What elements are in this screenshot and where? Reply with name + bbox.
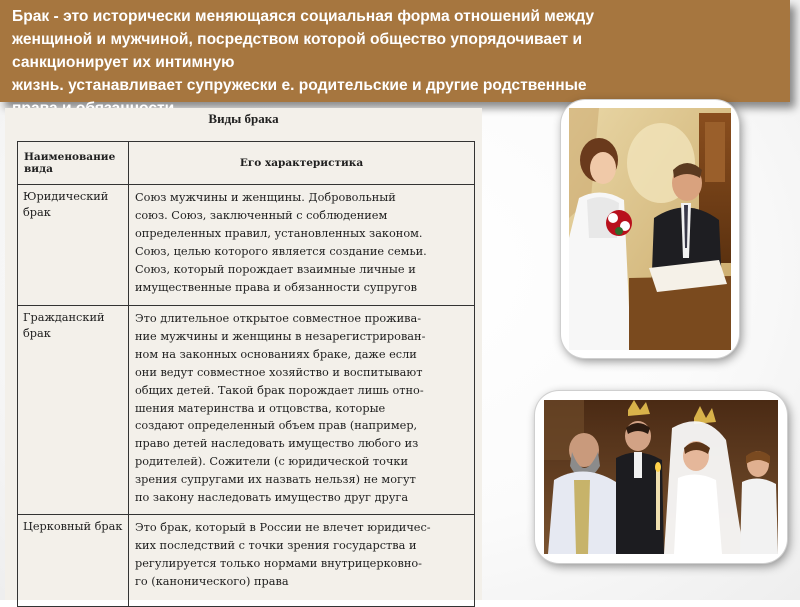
table-row (18, 185, 475, 306)
civil-wedding-photo (561, 100, 739, 358)
row-name-legal: Юридический брак (18, 185, 129, 306)
desc-line: имущественные права и обязанности супругов (135, 280, 418, 294)
definition-text: Брак - это исторически меняющаяся социальная форма отношений между женщиной и мужчиной, посредством которой общество упорядочивает и санкционирует их интимную жизнь. устанавливает супружески е. родительские и другие родственные (12, 8, 595, 94)
desc-line: ких последствий с точки зрения государства и (135, 538, 417, 552)
row-desc-legal (129, 185, 475, 306)
desc-line: общих детей. Такой брак порождает лишь отно- (135, 383, 424, 397)
desc-line: право детей наследовать имущество любого из (135, 437, 419, 451)
row-desc-civil (129, 306, 475, 515)
desc-line: Это длительное открытое совместное прожива- (135, 312, 422, 325)
row-name-church: Церковный брак (18, 515, 129, 607)
desc-line: Союз мужчины и женщины. Добровольный (135, 191, 396, 204)
desc-line: родителей). Сожители (с юридической точки (135, 455, 409, 469)
desc-line: шения материнства и отцовства, которые (135, 401, 386, 415)
table-header-row (18, 142, 475, 185)
desc-line: го (канонического) права (135, 574, 289, 588)
row-desc-church (129, 515, 475, 607)
marriage-types-table (17, 141, 475, 607)
desc-line: определенных правил, установленных законом. (135, 226, 423, 240)
row-name-civil: Гражданский брак (18, 306, 129, 515)
table-title: Виды брака (208, 111, 279, 126)
desc-line: союз. Союз, заключенный с соблюдением (135, 208, 388, 222)
desc-line: Это брак, который в России не влечет юридичес- (135, 521, 431, 534)
desc-line: они ведут совместное хозяйство и воспитывают (135, 365, 423, 379)
header-name: Наименование вида (18, 142, 129, 185)
desc-line: Союз, который порождает взаимные личные и (135, 262, 416, 276)
table-row (18, 306, 475, 515)
desc-line: Союз, целью которого является создание семьи. (135, 244, 427, 258)
church-wedding-photo-image (544, 400, 778, 554)
desc-line: ном на законных основаниях браке, даже если (135, 347, 417, 361)
desc-line: создают определенный объем прав (например, (135, 419, 418, 433)
church-wedding-photo (535, 391, 787, 563)
civil-wedding-photo-image (569, 108, 731, 350)
table-row (18, 515, 475, 607)
desc-line: ние мужчины и женщины в незарегистрирован- (135, 329, 426, 343)
title-banner (0, 0, 790, 102)
header-characteristic: Его характеристика (129, 142, 475, 185)
desc-line: по закону наследовать имущество друг друга (135, 491, 409, 505)
marriage-types-table-panel (5, 108, 482, 600)
desc-line: регулируется только нормами внутрицерковно- (135, 556, 422, 570)
desc-line: зрения супругами их назвать нельзя) не могут (135, 473, 416, 487)
